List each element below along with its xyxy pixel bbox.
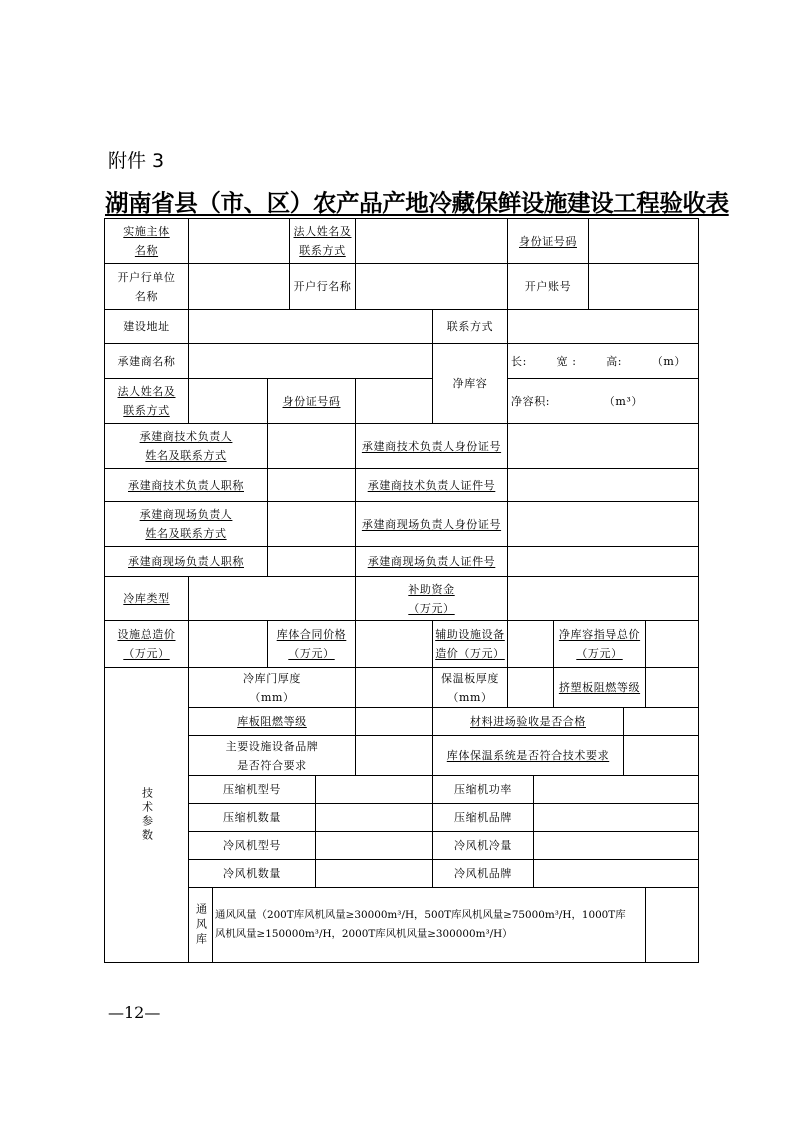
cell-contact-value[interactable] — [508, 310, 699, 344]
cell-fan-brand-value[interactable] — [534, 860, 699, 888]
page-number: —12— — [108, 1003, 161, 1022]
cell-tech-id-value[interactable] — [508, 424, 699, 469]
cell-id-label: 身份证号码 — [508, 219, 589, 264]
cell-site-cert-value[interactable] — [508, 547, 699, 577]
cell-legal-label: 法人姓名及 联系方式 — [290, 219, 356, 264]
cell-aux-cost-label: 辅助设施设备 造价（万元） — [433, 621, 508, 668]
cell-vent-value[interactable] — [646, 888, 699, 963]
cell-fan-brand-label: 冷风机品牌 — [433, 860, 534, 888]
cell-site-label: 建设地址 — [105, 310, 189, 344]
cell-site-value[interactable] — [189, 310, 433, 344]
cell-net-capacity[interactable]: 净容积: （m³） — [508, 379, 699, 424]
cell-bank-unit-value[interactable] — [189, 264, 290, 310]
acceptance-table — [104, 218, 699, 963]
cell-brand-value[interactable] — [356, 736, 433, 776]
cell-brand-label: 主要设施设备品牌 是否符合要求 — [189, 736, 356, 776]
cell-id-value[interactable] — [589, 219, 699, 264]
cell-fan-qty-value[interactable] — [316, 860, 433, 888]
cell-material-check-value[interactable] — [624, 708, 699, 736]
cell-guide-price-value[interactable] — [646, 621, 699, 668]
cell-door-thickness-label: 冷库门厚度 （mm） — [189, 668, 356, 708]
cell-contract-price-label: 库体合同价格 （万元） — [268, 621, 356, 668]
cell-net-volume-label: 净库容 — [433, 344, 508, 424]
cell-site-id-label: 承建商现场负责人身份证号 — [356, 502, 508, 547]
cell-material-check-label: 材料进场验收是否合格 — [433, 708, 624, 736]
cell-board-fire-label: 库板阻燃等级 — [189, 708, 356, 736]
cell-tech-cert-label: 承建商技术负责人证件号 — [356, 469, 508, 502]
cell-builder-id-label: 身份证号码 — [268, 379, 356, 424]
cell-tech-lead-value[interactable] — [268, 424, 356, 469]
cell-entity-value[interactable] — [189, 219, 290, 264]
cell-tech-title-value[interactable] — [268, 469, 356, 502]
cell-guide-price-label: 净库容指导总价 （万元） — [554, 621, 646, 668]
cell-cold-type-label: 冷库类型 — [105, 577, 189, 621]
cell-tech-params-label: 技术参数 — [105, 668, 189, 963]
cell-fan-model-value[interactable] — [316, 832, 433, 860]
cell-fan-cool-value[interactable] — [534, 832, 699, 860]
cell-vent-text: 通风风量（200T库风机风量≥30000m³/H，500T库风机风量≥75000m³/H，1000T库 风机风量≥150000m³/H，2000T库风机风量≥300000m³/H） — [213, 888, 646, 963]
cell-insulation-value[interactable] — [508, 668, 554, 708]
cell-xps-fire-value[interactable] — [646, 668, 699, 708]
cell-builder-label: 承建商名称 — [105, 344, 189, 379]
cell-comp-model-value[interactable] — [316, 776, 433, 804]
cell-vent-label: 通风库 — [189, 888, 213, 963]
cell-insulation-label: 保温板厚度 （mm） — [433, 668, 508, 708]
cell-builder-legal-value[interactable] — [189, 379, 268, 424]
cell-contract-price-value[interactable] — [356, 621, 433, 668]
cell-insul-system-value[interactable] — [624, 736, 699, 776]
cell-builder-legal-label: 法人姓名及 联系方式 — [105, 379, 189, 424]
cell-total-cost-value[interactable] — [189, 621, 268, 668]
cell-account-label: 开户账号 — [508, 264, 589, 310]
cell-comp-power-label: 压缩机功率 — [433, 776, 534, 804]
cell-builder-value[interactable] — [189, 344, 433, 379]
cell-cold-type-value[interactable] — [189, 577, 356, 621]
cell-comp-qty-label: 压缩机数量 — [189, 804, 316, 832]
cell-bank-name-value[interactable] — [356, 264, 508, 310]
cell-site-lead-value[interactable] — [268, 502, 356, 547]
cell-subsidy-label: 补助资金 （万元） — [356, 577, 508, 621]
cell-entity-label: 实施主体 名称 — [105, 219, 189, 264]
cell-dimensions[interactable]: 长: 宽 : 高: （m） — [508, 344, 699, 379]
cell-fan-model-label: 冷风机型号 — [189, 832, 316, 860]
cell-fan-cool-label: 冷风机冷量 — [433, 832, 534, 860]
page-title: 湖南省县（市、区）农产品产地冷藏保鲜设施建设工程验收表 — [105, 189, 729, 217]
cell-site-lead-label: 承建商现场负责人 姓名及联系方式 — [105, 502, 268, 547]
cell-site-title-value[interactable] — [268, 547, 356, 577]
cell-comp-power-value[interactable] — [534, 776, 699, 804]
cell-site-cert-label: 承建商现场负责人证件号 — [356, 547, 508, 577]
cell-fan-qty-label: 冷风机数量 — [189, 860, 316, 888]
cell-comp-brand-value[interactable] — [534, 804, 699, 832]
cell-site-id-value[interactable] — [508, 502, 699, 547]
cell-builder-id-value[interactable] — [356, 379, 433, 424]
annex-label: 附件 3 — [108, 150, 165, 172]
cell-comp-brand-label: 压缩机品牌 — [433, 804, 534, 832]
cell-insul-system-label: 库体保温系统是否符合技术要求 — [433, 736, 624, 776]
cell-account-value[interactable] — [589, 264, 699, 310]
cell-comp-qty-value[interactable] — [316, 804, 433, 832]
cell-legal-value[interactable] — [356, 219, 508, 264]
cell-door-thickness-value[interactable] — [356, 668, 433, 708]
cell-tech-title-label: 承建商技术负责人职称 — [105, 469, 268, 502]
cell-bank-unit-label: 开户行单位 名称 — [105, 264, 189, 310]
cell-tech-id-label: 承建商技术负责人身份证号 — [356, 424, 508, 469]
cell-tech-cert-value[interactable] — [508, 469, 699, 502]
cell-subsidy-value[interactable] — [508, 577, 699, 621]
cell-contact-label: 联系方式 — [433, 310, 508, 344]
cell-xps-fire-label: 挤塑板阻燃等级 — [554, 668, 646, 708]
cell-aux-cost-value[interactable] — [508, 621, 554, 668]
cell-tech-lead-label: 承建商技术负责人 姓名及联系方式 — [105, 424, 268, 469]
cell-bank-name-label: 开户行名称 — [290, 264, 356, 310]
cell-comp-model-label: 压缩机型号 — [189, 776, 316, 804]
cell-site-title-label: 承建商现场负责人职称 — [105, 547, 268, 577]
cell-board-fire-value[interactable] — [356, 708, 433, 736]
cell-total-cost-label: 设施总造价 （万元） — [105, 621, 189, 668]
